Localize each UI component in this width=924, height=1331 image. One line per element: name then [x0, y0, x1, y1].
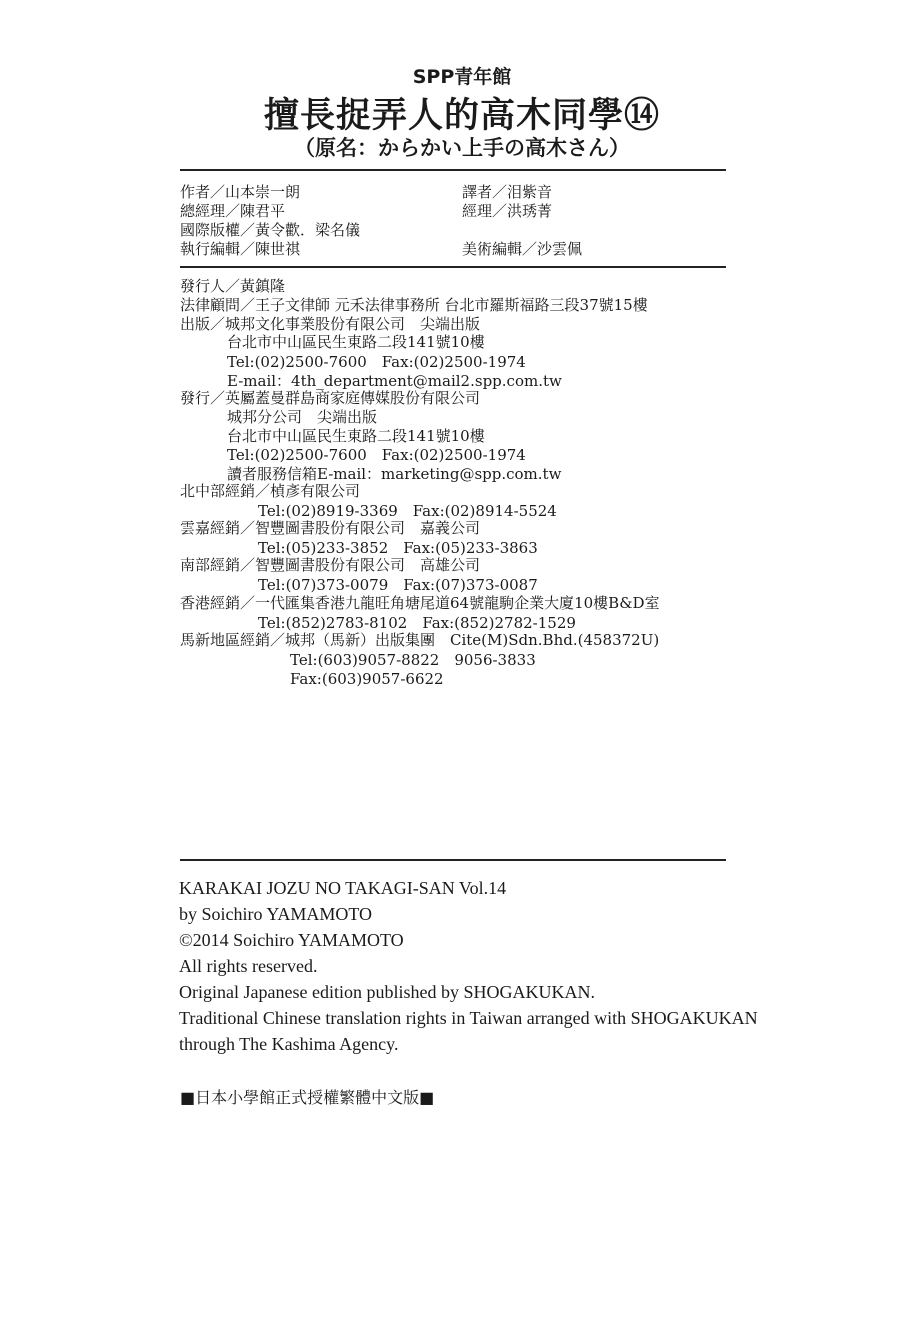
copyright-line: KARAKAI JOZU NO TAKAGI-SAN Vol.14: [179, 878, 507, 898]
credit-exec-editor: 執行編輯／陳世祺: [180, 240, 301, 258]
license-note: ■日本小學館正式授權繁體中文版■: [180, 1088, 435, 1107]
publishing-house-line: 出版／城邦文化事業股份有限公司 尖端出版: [180, 315, 481, 333]
divider-top: [180, 169, 726, 171]
copyright-line: through The Kashima Agency.: [179, 1034, 399, 1054]
copyright-line: ©2014 Soichiro YAMAMOTO: [179, 930, 404, 950]
branch-line: 城邦分公司 尖端出版: [227, 408, 378, 426]
credit-translator: 譯者／泪紫音: [462, 183, 553, 201]
copyright-line: Original Japanese edition published by SHOGAKUKAN.: [179, 982, 595, 1002]
branch-tel-line: Tel:(02)2500-7600 Fax:(02)2500-1974: [227, 446, 526, 464]
southern-tel-line: Tel:(07)373-0079 Fax:(07)373-0087: [258, 576, 538, 594]
credit-manager: 經理／洪琇菁: [462, 202, 553, 220]
malaysia-tel-line: Tel:(603)9057-8822 9056-3833: [290, 651, 536, 669]
distribution-line: 發行／英屬蓋曼群島商家庭傳媒股份有限公司: [180, 389, 481, 407]
chiayi-dist-line: 雲嘉經銷／智豐圖書股份有限公司 嘉義公司: [180, 519, 481, 537]
chiayi-tel-line: Tel:(05)233-3852 Fax:(05)233-3863: [258, 539, 538, 557]
publishing-address-line: 台北市中山區民生東路二段141號10樓: [227, 333, 485, 351]
copyright-block: [179, 875, 758, 1057]
north-central-dist-line: 北中部經銷／楨彥有限公司: [180, 482, 361, 500]
publishing-tel-line: Tel:(02)2500-7600 Fax:(02)2500-1974: [227, 353, 526, 371]
divider-bottom: [180, 859, 726, 861]
credit-general-manager: 總經理／陳君平: [180, 202, 286, 220]
imprint-label: SPP青年館: [412, 66, 512, 88]
copyright-line: All rights reserved.: [179, 956, 318, 976]
north-central-tel-line: Tel:(02)8919-3369 Fax:(02)8914-5524: [258, 502, 557, 520]
book-title: 擅長捉弄人的高木同學⑭: [263, 96, 660, 136]
credit-art-editor: 美術編輯／沙雲佩: [462, 240, 583, 258]
publisher-line: 發行人／黃鎮隆: [180, 277, 286, 295]
original-title: （原名：からかい上手の高木さん）: [294, 136, 630, 160]
publishing-email-line: E-mail：4th_department@mail2.spp.com.tw: [227, 372, 562, 390]
divider-middle: [180, 266, 726, 268]
malaysia-dist-line: 馬新地區經銷／城邦（馬新）出版集團 Cite(M)Sdn.Bhd.(458372U): [180, 631, 660, 649]
branch-address-line: 台北市中山區民生東路二段141號10樓: [227, 427, 485, 445]
hongkong-tel-line: Tel:(852)2783-8102 Fax:(852)2782-1529: [258, 614, 576, 632]
hongkong-dist-line: 香港經銷／一代匯集香港九龍旺角塘尾道64號龍駒企業大廈10樓B&D室: [180, 594, 660, 612]
southern-dist-line: 南部經銷／智豐圖書股份有限公司 高雄公司: [180, 556, 481, 574]
reader-service-line: 讀者服務信箱E-mail：marketing@spp.com.tw: [227, 465, 562, 483]
malaysia-fax-line: Fax:(603)9057-6622: [290, 670, 444, 688]
credit-intl-rights: 國際版權／黃令歡．梁名儀: [180, 221, 361, 239]
copyright-line: Traditional Chinese translation rights in Taiwan arranged with SHOGAKUKAN: [179, 1008, 758, 1028]
copyright-line: by Soichiro YAMAMOTO: [179, 904, 373, 924]
credit-author: 作者／山本崇一朗: [180, 183, 301, 201]
legal-advisor-line: 法律顧問／王子文律師 元禾法律事務所 台北市羅斯福路三段37號15樓: [180, 296, 648, 314]
